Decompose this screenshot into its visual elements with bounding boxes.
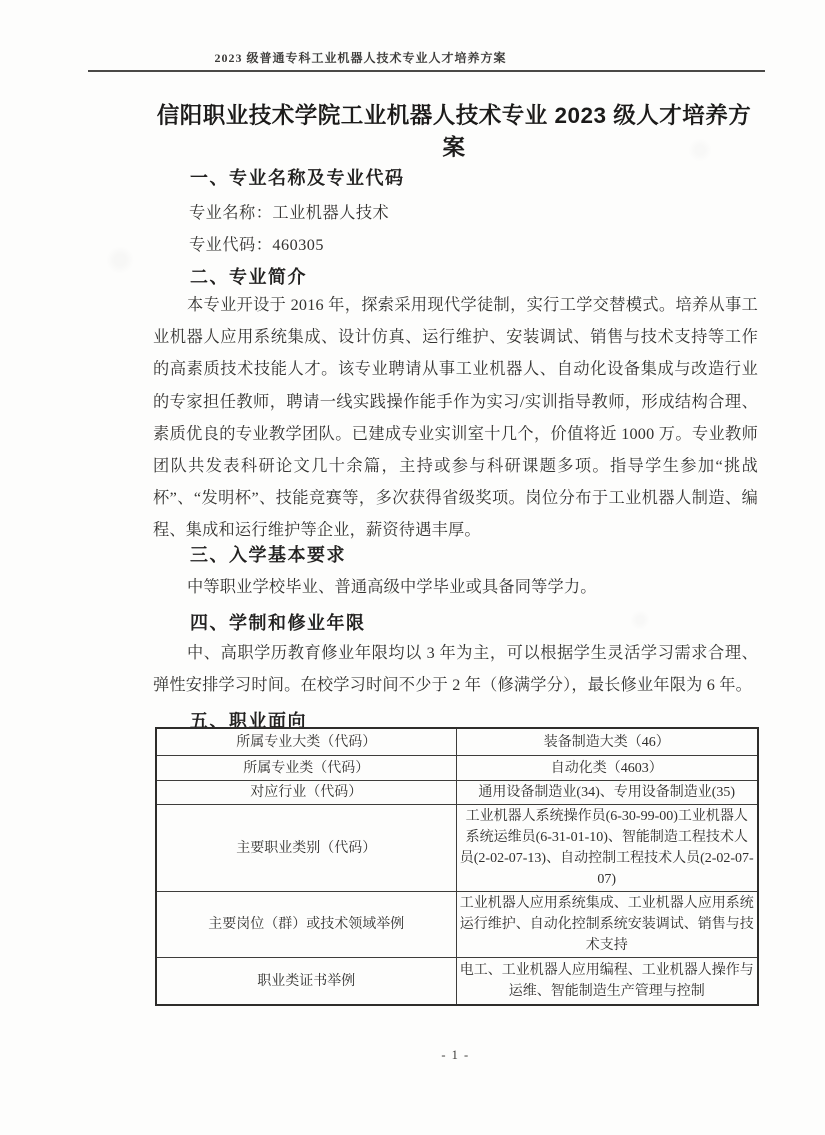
study-duration-paragraph: 中、高职学历教育修业年限均以 3 年为主，可以根据学生灵活学习需求合理、弹性安排学习时间。在校学习时间不少于 2 年（修满学分），最长修业年限为 6 年。 <box>153 644 758 695</box>
table-row <box>156 756 758 781</box>
table-row <box>156 805 758 892</box>
table-row <box>156 892 758 958</box>
table-label-cell: 职业类证书举例 <box>156 958 456 1006</box>
table-value-cell: 电工、工业机器人应用编程、工业机器人操作与运维、智能制造生产管理与控制 <box>456 958 758 1006</box>
section-heading-major-intro: 二、专业简介 <box>190 267 307 287</box>
table-label-cell: 主要岗位（群）或技术领域举例 <box>156 892 456 958</box>
major-name-line: 专业名称：工业机器人技术 <box>189 204 390 222</box>
section-heading-study-duration: 四、学制和修业年限 <box>190 613 366 633</box>
career-orientation-table <box>155 727 759 1006</box>
major-code-line: 专业代码：460305 <box>189 236 324 254</box>
table-value-cell: 工业机器人应用系统集成、工业机器人应用系统运行维护、自动化控制系统安装调试、销售与技术支持 <box>456 892 758 958</box>
table-label-cell: 所属专业类（代码） <box>156 756 456 781</box>
table-value-cell: 工业机器人系统操作员(6-30-99-00)工业机器人系统运维员(6-31-01-10)、智能制造工程技术人员(2-02-07-13)、自动控制工程技术人员(2-02-07-07) <box>456 805 758 892</box>
section-heading-career-orientation: 五、职业面向 <box>190 711 307 731</box>
major-intro-paragraph: 本专业开设于 2016 年，探索采用现代学徒制，实行工学交替模式。培养从事工业机器人应用系统集成、设计仿真、运行维护、安装调试、销售与技术支持等工作的高素质技术技能人才。该专业聘请从事工业机器人、自动化设备集成与改造行业的专家担任教师，聘请一线实践操作能手作为实习/实训指导教师，形成结构合理、素质优良的专业教学团队。已建成专业实训室十几个，价值将近 1000 万。专业教师团队共发表科研论文几十余篇，主持或参与科研课题多项。指导学生参加“挑战杯”、“发明杯”、技能竞赛等，多次获得省级奖项。岗位分布于工业机器人制造、编程、集成和运行维护等企业，薪资待遇丰厚。 <box>153 296 758 540</box>
table-label-cell: 所属专业大类（代码） <box>156 728 456 756</box>
running-header: 2023 级普通专科工业机器人技术专业人才培养方案 <box>214 51 507 65</box>
document-title: 信阳职业技术学院工业机器人技术专业 2023 级人才培养方案 <box>156 103 752 160</box>
table-value-cell: 自动化类（4603） <box>456 756 758 781</box>
table-value-cell: 装备制造大类（46） <box>456 728 758 756</box>
section-heading-entry-requirements: 三、入学基本要求 <box>190 545 346 565</box>
table-row <box>156 781 758 805</box>
table-label-cell: 对应行业（代码） <box>156 781 456 805</box>
section-heading-major-name: 一、专业名称及专业代码 <box>190 168 405 188</box>
table-value-cell: 通用设备制造业(34)、专用设备制造业(35) <box>456 781 758 805</box>
table-row <box>156 728 758 756</box>
page-number: - 1 - <box>441 1048 470 1062</box>
entry-requirements-paragraph: 中等职业学校毕业、普通高级中学毕业或具备同等学力。 <box>187 578 597 596</box>
table-row <box>156 958 758 1006</box>
header-rule <box>88 70 765 72</box>
table-label-cell: 主要职业类别（代码） <box>156 805 456 892</box>
